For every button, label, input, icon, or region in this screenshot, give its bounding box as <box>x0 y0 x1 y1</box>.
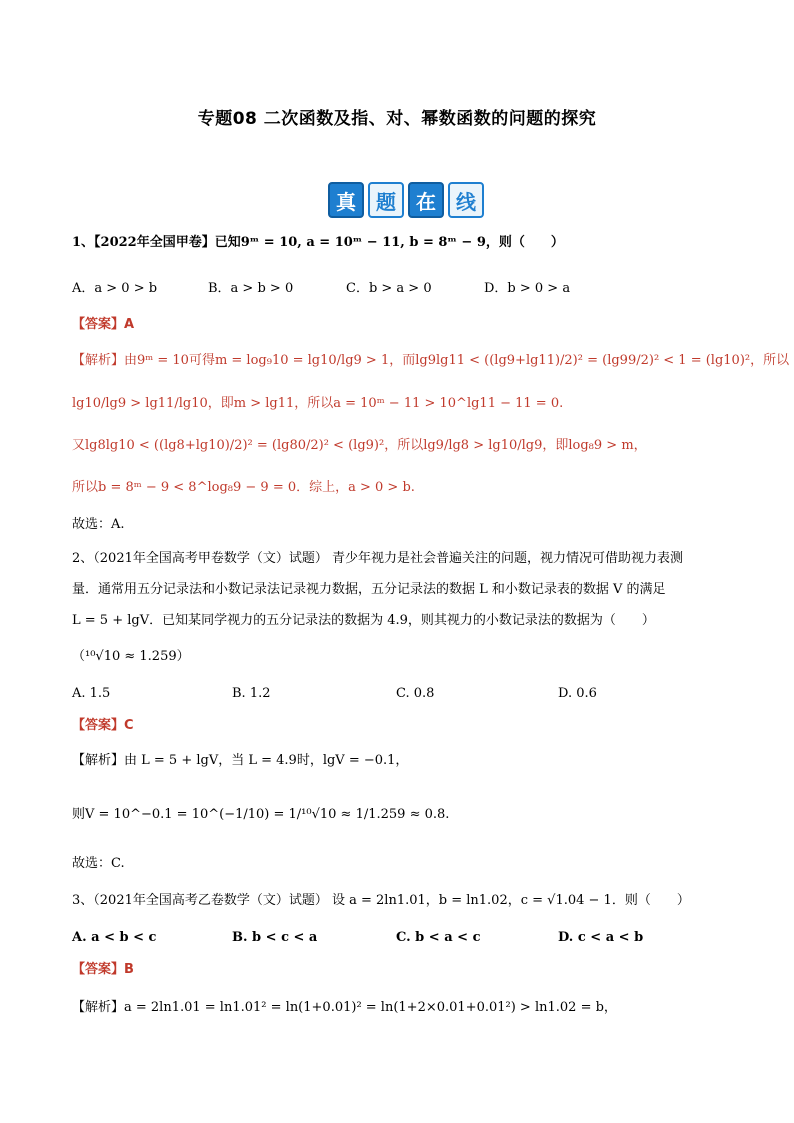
q1-analysis-line: 所以b = 8ᵐ − 9 < 8^log₈9 − 9 = 0．综上，a > 0 > b. <box>72 480 415 495</box>
q1-analysis-line: 又lg8lg10 < ((lg8+lg10)/2)² = (lg80/2)² < (lg9)²，所以lg9/lg8 > lg10/lg9，即log₈9 > m， <box>72 438 647 453</box>
q1-option-c: C．b > a > 0 <box>346 281 432 296</box>
section-badge <box>328 182 484 218</box>
q2-option-b: B. 1.2 <box>232 686 271 701</box>
q1-option-a: A．a > 0 > b <box>72 281 158 296</box>
q3-option-c: C. b < a < c <box>396 930 481 945</box>
q1-analysis-line: lg10/lg9 > lg11/lg10，即m > lg11，所以a = 10ᵐ − 11 > 10^lg11 − 11 = 0. <box>72 396 564 411</box>
q1-analysis-line: 【解析】由9ᵐ = 10可得m = log₉10 = lg10/lg9 > 1，而lg9lg11 < ((lg9+lg11)/2)² = (lg99/2)² < 1 = (lg10)²，所以 <box>72 353 790 368</box>
badge-char: 真 <box>328 182 364 218</box>
q3-option-d: D. c < a < b <box>558 930 644 945</box>
q1-stem: 1、【2022年全国甲卷】已知9ᵐ = 10, a = 10ᵐ − 11, b = 8ᵐ − 9，则（ ） <box>72 235 564 250</box>
q3-answer: 【答案】B <box>72 962 134 977</box>
q2-choice: 故选：C. <box>72 856 125 871</box>
q2-stem-line: 2、（2021年全国高考甲卷数学（文）试题） 青少年视力是社会普遍关注的问题，视力情况可借助视力表测 <box>72 551 683 566</box>
q1-choice: 故选：A. <box>72 517 125 532</box>
q2-option-c: C. 0.8 <box>396 686 435 701</box>
q1-option-d: D．b > 0 > a <box>484 281 571 296</box>
q3-option-a: A. a < b < c <box>72 930 157 945</box>
q2-answer: 【答案】C <box>72 718 134 733</box>
q2-analysis-line: 则V = 10^−0.1 = 10^(−1/10) = 1/¹⁰√10 ≈ 1/1.259 ≈ 0.8. <box>72 807 450 822</box>
q1-option-b: B．a > b > 0 <box>208 281 294 296</box>
q3-stem: 3、（2021年全国高考乙卷数学（文）试题） 设 a = 2ln1.01，b = ln1.02，c = √1.04 − 1．则（ ） <box>72 893 690 908</box>
q3-analysis: 【解析】a = 2ln1.01 = ln1.01² = ln(1+0.01)² = ln(1+2×0.01+0.01²) > ln1.02 = b， <box>72 1000 617 1015</box>
q3-option-b: B. b < c < a <box>232 930 318 945</box>
badge-char: 线 <box>448 182 484 218</box>
q2-option-a: A. 1.5 <box>72 686 111 701</box>
badge-char: 题 <box>368 182 404 218</box>
q2-analysis-line: 【解析】由 L = 5 + lgV，当 L = 4.9时，lgV = −0.1， <box>72 753 409 768</box>
page-title: 专题08 二次函数及指、对、幂数函数的问题的探究 <box>197 109 597 129</box>
q1-answer: 【答案】A <box>72 317 135 332</box>
badge-char: 在 <box>408 182 444 218</box>
q2-stem-line: L = 5 + lgV．已知某同学视力的五分记录法的数据为 4.9，则其视力的小数记录法的数据为（ ） <box>72 613 655 628</box>
q2-stem-line: 量．通常用五分记录法和小数记录法记录视力数据，五分记录法的数据 L 和小数记录表的数据 V 的满足 <box>72 582 666 597</box>
q2-option-d: D. 0.6 <box>558 686 597 701</box>
q2-stem-line: （¹⁰√10 ≈ 1.259） <box>72 649 190 664</box>
